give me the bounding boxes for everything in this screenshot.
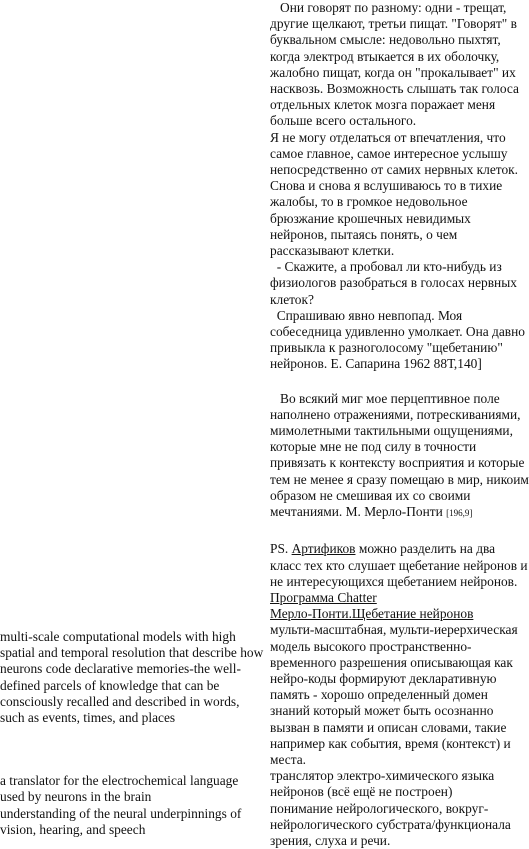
translator-english: a translator for the electrochemical language used by neurons in the brain <box>0 773 239 805</box>
quote-reference: [196,9] <box>446 508 473 519</box>
chirping-paragraph-3: - Скажите, а пробовал ли кто-нибудь из физиологов разобраться в голосах нервных клеток? <box>270 259 521 307</box>
ps-text: можно разделить на два класс тех кто слушает щебетание нейронов и не интересующихся щебетанием нейронов. <box>270 541 528 589</box>
chirping-paragraph-4: Спрашиваю явно невпопад. Моя собеседница удивленно умолкает. Она давно привыкла к разноголосому "щебетанию" нейронов. Е. Сапарина 1962 88Т,140] <box>270 307 529 372</box>
russian-text-column <box>270 0 529 849</box>
merleau-ponty-quote-text: Во всякий миг мое перцептивное поле наполнено отражениями, потрескиваниями, мимолетными тактильными ощущениями, которые мне не под силу в точности привязать к контексту восприятия и которые тем не менее я сразу помещаю в мир, никоим образом не смешивая их со своими мечтаниями. М. Мерло-Понти <box>270 390 529 520</box>
merleau-ponty-quote <box>270 391 529 522</box>
translator-translation: транслятор электро-химического языка нейронов (всё ещё не построен) <box>270 768 498 800</box>
models-translation: мульти-масштабная, мульти-иерерхическая модель высокого пространственно-временного разрешения описывающая как нейро-коды формируют декларативную память - хорошо определенный домен знаний который может быть осознанно вызван в памяти и описан словами, такие например как события, время (контекст) и места. <box>270 622 522 767</box>
merleau-ponty-neurons-link[interactable]: Мерло-Понти.Щебетание нейронов <box>270 606 474 622</box>
artifiki-link[interactable]: Артификов <box>291 541 356 557</box>
spacer <box>270 373 529 391</box>
models-english: multi-scale computational models with high spatial and temporal resolution that describe how neurons code declarative memories-the well-defined parcels of knowledge that can be consciously recalled and described in words, such as events, times, and places <box>0 629 264 726</box>
ps-note <box>270 541 529 590</box>
understanding-english: understanding of the neural underpinnings of vision, hearing, and speech <box>0 805 242 837</box>
chirping-paragraph-2: Я не могу отделаться от впечатления, что самое главное, самое интересное услышу непосредственно от самих нервных клеток. Снова и снова я вслушиваюсь то в тихие жалобы, то в громкое недовольное брюзжание крошечных невидимых нейронов, пытаясь понять, о чем рассказывают клетки. <box>270 129 522 259</box>
chatter-program-link[interactable]: Программа Chatter <box>270 589 377 605</box>
ps-prefix: PS. <box>270 541 292 557</box>
spacer <box>270 521 529 541</box>
spacer <box>0 726 265 773</box>
chirping-paragraph-1: Они говорят по разному: одни - трещат, другие щелкают, третьи пищат. "Говорят" в буквальном смысле: недовольно пыхтят, когда электрод втыкается в их оболочку, жалобно пищат, когда он "прокалывает" их насквозь. Возможность слышать так голоса отдельных клеток мозга поражает меня больше всего остального. <box>270 0 523 129</box>
understanding-translation: понимание нейрологического, вокруг-нейрологического субстрата/функционала зрения, слуха и речи. <box>270 800 515 848</box>
english-text-column <box>0 629 265 838</box>
